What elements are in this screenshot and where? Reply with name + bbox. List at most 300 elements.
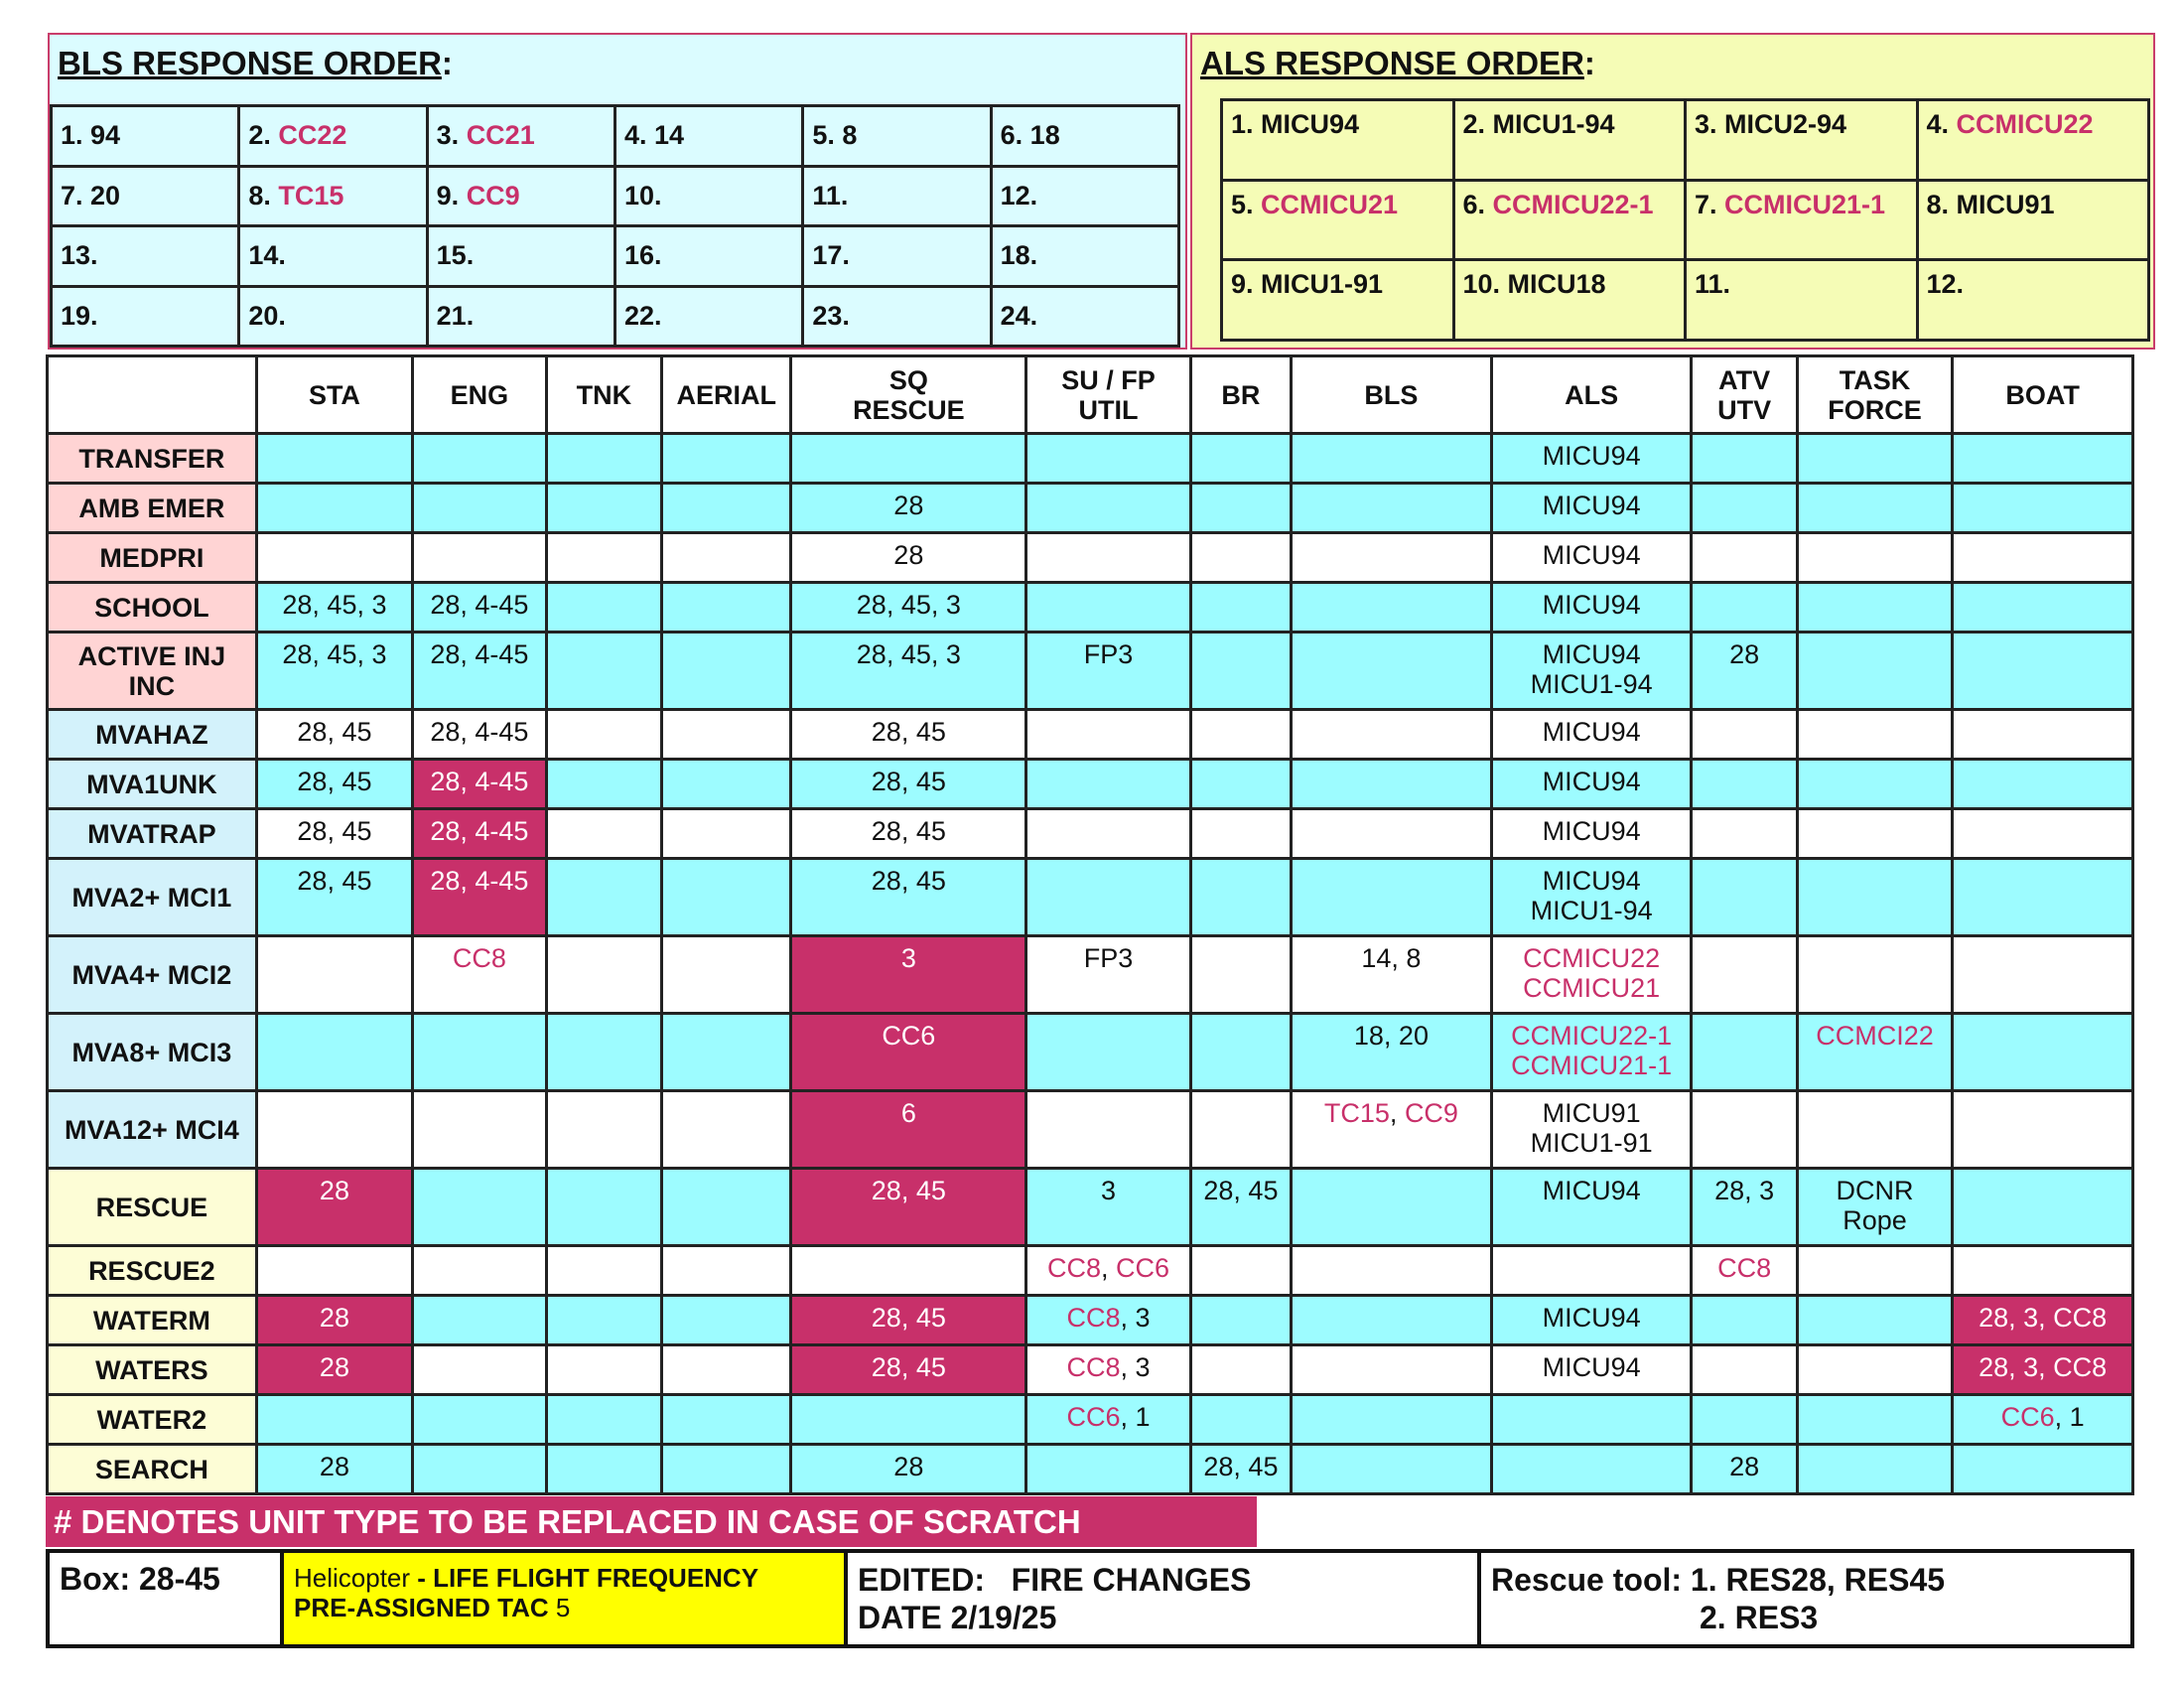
- unit-text: 28: [893, 540, 924, 570]
- unit-text: 28: [893, 1452, 924, 1481]
- bls-slot-unit: 18: [1029, 120, 1060, 151]
- assignment-line: [792, 943, 1024, 973]
- bls-slot-number: 21.: [436, 300, 475, 331]
- assignment-cell: [1953, 1445, 2133, 1494]
- assignment-cell: [791, 760, 1026, 809]
- assignment-cell: [256, 1246, 413, 1296]
- column-header: [48, 356, 257, 434]
- date-line: DATE 2/19/25: [858, 1600, 1057, 1635]
- assignment-cell: [1292, 633, 1492, 710]
- call-type-label: [48, 710, 257, 760]
- call-type-label-text: INC: [128, 670, 176, 701]
- assignment-cell: [546, 533, 661, 583]
- unit-text: MICU94: [1542, 639, 1641, 669]
- assignment-cell: [546, 760, 661, 809]
- call-type-label: [48, 434, 257, 484]
- assignment-cell: [791, 633, 1026, 710]
- assignment-cell: [791, 1246, 1026, 1296]
- assignment-cell: [413, 1395, 546, 1445]
- bls-slot-unit: TC15: [278, 180, 344, 211]
- assignment-cell: [1026, 583, 1191, 633]
- column-header-label: SQ: [888, 364, 928, 395]
- bls-slot-number: 16.: [623, 240, 662, 271]
- unit-highlight: CC6: [2000, 1402, 2055, 1432]
- call-type-label-text: MVA8+ MCI3: [71, 1037, 232, 1067]
- unit-text: 28, 45: [871, 1352, 946, 1382]
- assignment-cell: [413, 633, 546, 710]
- bls-slot-unit: 14: [654, 120, 685, 151]
- assignment-cell: [1190, 434, 1291, 484]
- edited-line: EDITED: FIRE CHANGES: [858, 1562, 1252, 1598]
- als-slot-number: 3.: [1695, 109, 1725, 139]
- unit-text: MICU94: [1542, 590, 1641, 620]
- column-header: [413, 356, 546, 434]
- als-row: [1222, 180, 2149, 260]
- assignment-cell: [1190, 760, 1291, 809]
- assignment-cell: [1026, 533, 1191, 583]
- als-slot-number: 5.: [1231, 189, 1262, 219]
- assignment-cell: [1190, 1169, 1291, 1246]
- assignment-cell: [791, 1169, 1026, 1246]
- assignment-cell: [1692, 936, 1797, 1014]
- als-slot: [1917, 100, 2149, 181]
- call-type-row: [48, 583, 2133, 633]
- assignment-line: [1799, 1205, 1952, 1235]
- bls-slot-number: 13.: [61, 240, 98, 271]
- unit-highlight: CCMICU21: [1523, 973, 1661, 1003]
- assignment-line: [414, 717, 544, 747]
- unit-text: MICU94: [1542, 491, 1641, 520]
- bls-slot-number: 17.: [812, 240, 850, 271]
- assignment-line: [792, 1452, 1024, 1481]
- assignment-cell: [1491, 1091, 1692, 1169]
- assignment-cell: [1292, 809, 1492, 859]
- als-slot-number: 6.: [1462, 189, 1493, 219]
- assignment-cell: [791, 1014, 1026, 1091]
- unit-highlight: CC6: [1116, 1253, 1170, 1283]
- als-slot-unit: MICU1-94: [1492, 109, 1615, 139]
- assignment-cell: [1797, 1014, 1953, 1091]
- assignment-cell: [1292, 936, 1492, 1014]
- assignment-line: [1027, 639, 1189, 669]
- als-slot-unit: MICU18: [1507, 269, 1606, 300]
- assignment-cell: [1026, 1014, 1191, 1091]
- assignment-cell: [1692, 1014, 1797, 1091]
- assignment-cell: [1797, 936, 1953, 1014]
- rescue-tool-line-2: 2. RES3: [1700, 1600, 1819, 1635]
- unit-text: MICU94: [1542, 1303, 1641, 1333]
- bls-slot: [239, 286, 427, 347]
- assignment-cell: [1190, 809, 1291, 859]
- bls-slot-number: 3.: [436, 120, 467, 151]
- assignment-line: [1192, 1452, 1290, 1481]
- assignment-cell: [1026, 936, 1191, 1014]
- assignment-cell: [1692, 1091, 1797, 1169]
- assignment-cell: [413, 583, 546, 633]
- unit-highlight: CC9: [1404, 1098, 1458, 1128]
- column-header-label: BLS: [1364, 379, 1419, 410]
- assignment-cell: [1292, 533, 1492, 583]
- call-type-row: [48, 1091, 2133, 1169]
- column-header: [1953, 356, 2133, 434]
- assignment-line: [1693, 1253, 1795, 1283]
- als-slot: [1222, 260, 1454, 341]
- assignment-cell: [1292, 1345, 1492, 1395]
- assignment-cell: [256, 484, 413, 533]
- helicopter-label: Helicopter: [294, 1563, 411, 1593]
- assignment-line: [792, 1098, 1024, 1128]
- unit-text: 28, 45, 3: [282, 639, 387, 669]
- assignment-line: [1693, 1176, 1795, 1205]
- call-type-label-text: MVA1UNK: [86, 769, 217, 799]
- assignment-cell: [791, 710, 1026, 760]
- assignment-cell: [1190, 1014, 1291, 1091]
- unit-text: 28, 45: [297, 767, 372, 796]
- bls-slot: [614, 106, 802, 167]
- scratch-banner: # DENOTES UNIT TYPE TO BE REPLACED IN CASE OF SCRATCH: [46, 1496, 1257, 1547]
- assignment-cell: [413, 760, 546, 809]
- assignment-cell: [546, 434, 661, 484]
- assignment-cell: [1953, 633, 2133, 710]
- call-type-label: [48, 936, 257, 1014]
- assignment-cell: [546, 859, 661, 936]
- bls-slot: [427, 286, 614, 347]
- assignment-cell: [791, 583, 1026, 633]
- assignment-cell: [1292, 434, 1492, 484]
- assignment-line: [1493, 1303, 1691, 1333]
- assignment-line: [414, 816, 544, 846]
- assignment-cell: [662, 583, 791, 633]
- assignment-cell: [1692, 1169, 1797, 1246]
- assignment-cell: [1953, 936, 2133, 1014]
- assignment-cell: [256, 434, 413, 484]
- assignment-cell: [1953, 859, 2133, 936]
- unit-highlight: CC6: [1066, 1402, 1121, 1432]
- call-type-label-text: ACTIVE INJ: [77, 640, 226, 671]
- assignment-cell: [1953, 484, 2133, 533]
- assignment-cell: [1491, 1395, 1692, 1445]
- bls-slot: [239, 166, 427, 226]
- unit-text: 28, 4-45: [430, 590, 529, 620]
- column-header-label: ALS: [1565, 379, 1619, 410]
- assignment-line: [1027, 1303, 1189, 1333]
- assignment-cell: [791, 1296, 1026, 1345]
- assignment-cell: [791, 1091, 1026, 1169]
- assignment-cell: [256, 533, 413, 583]
- assignment-line: [1027, 1402, 1189, 1432]
- assignment-line: [1493, 943, 1691, 973]
- assignment-line: [258, 866, 412, 896]
- assignment-cell: [791, 533, 1026, 583]
- call-type-row: [48, 484, 2133, 533]
- unit-text: 28, 45, 3: [856, 639, 961, 669]
- unit-text: 28, 45: [871, 1176, 946, 1205]
- assignment-cell: [662, 1296, 791, 1345]
- bls-slot: [52, 226, 239, 287]
- call-type-label-text: AMB EMER: [78, 492, 225, 523]
- assignment-cell: [1953, 710, 2133, 760]
- rescue-tool-line-1: Rescue tool: 1. RES28, RES45: [1491, 1562, 1946, 1598]
- bls-slot-number: 11.: [812, 180, 849, 211]
- call-type-row: [48, 1345, 2133, 1395]
- assignment-line: [1954, 1352, 2131, 1382]
- assignment-cell: [1953, 1395, 2133, 1445]
- als-slot-number: 8.: [1926, 189, 1957, 219]
- als-title: ALS RESPONSE ORDER:: [1200, 45, 1595, 81]
- unit-text: 28, 45: [297, 866, 372, 896]
- assignment-line: [414, 639, 544, 669]
- bls-slot-unit: 8: [842, 120, 858, 151]
- bls-slot-number: 19.: [61, 300, 98, 331]
- tac-label: PRE-ASSIGNED TAC: [294, 1593, 556, 1622]
- unit-text: 28, 3, CC8: [1979, 1303, 2108, 1333]
- assignment-line: [258, 767, 412, 796]
- bls-slot-number: 24.: [1000, 300, 1038, 331]
- assignment-cell: [1491, 760, 1692, 809]
- assignment-line: [792, 590, 1024, 620]
- bls-slot: [991, 286, 1178, 347]
- assignment-cell: [1797, 434, 1953, 484]
- bls-slot-number: 8.: [248, 180, 279, 211]
- assignment-cell: [1292, 484, 1492, 533]
- assignment-line: [792, 767, 1024, 796]
- assignment-cell: [413, 710, 546, 760]
- bls-slot: [239, 226, 427, 287]
- call-type-row: [48, 434, 2133, 484]
- assignment-cell: [1692, 1345, 1797, 1395]
- bls-slot-number: 4.: [623, 120, 655, 151]
- assignment-line: [1493, 973, 1691, 1003]
- call-type-label-text: TRANSFER: [78, 443, 225, 474]
- assignment-cell: [791, 809, 1026, 859]
- call-type-label-text: RESCUE: [95, 1192, 208, 1222]
- call-type-label: [48, 583, 257, 633]
- call-type-label: [48, 760, 257, 809]
- als-slot: [1453, 180, 1686, 260]
- assignment-cell: [256, 633, 413, 710]
- assignment-cell: [1190, 583, 1291, 633]
- call-type-label-text: MVA2+ MCI1: [71, 882, 232, 913]
- column-header: [662, 356, 791, 434]
- column-header-label: RESCUE: [853, 394, 965, 425]
- unit-text: 28, 3, CC8: [1979, 1352, 2108, 1382]
- call-type-label: [48, 1395, 257, 1445]
- assignment-cell: [1026, 1445, 1191, 1494]
- assignment-cell: [1026, 710, 1191, 760]
- als-slot-number: 11.: [1695, 269, 1731, 300]
- assignment-cell: [791, 1345, 1026, 1395]
- bls-response-order-panel: [48, 33, 1187, 350]
- assignment-cell: [1953, 434, 2133, 484]
- column-header: [1292, 356, 1492, 434]
- column-header-label: UTIL: [1078, 394, 1139, 425]
- assignment-cell: [1692, 859, 1797, 936]
- unit-highlight: CCMICU22-1: [1511, 1021, 1673, 1051]
- assignment-cell: [1026, 1296, 1191, 1345]
- assignment-cell: [1797, 633, 1953, 710]
- assignment-cell: [1190, 1395, 1291, 1445]
- assignment-cell: [1026, 434, 1191, 484]
- bls-slot-number: 20.: [248, 300, 286, 331]
- assignment-cell: [1692, 533, 1797, 583]
- assignment-line: [792, 1176, 1024, 1205]
- assignment-cell: [413, 936, 546, 1014]
- bls-row: [52, 286, 1179, 347]
- call-type-label: [48, 1246, 257, 1296]
- unit-text: , 3: [1120, 1303, 1151, 1333]
- assignment-cell: [662, 633, 791, 710]
- assignment-cell: [1692, 1395, 1797, 1445]
- als-slot: [1686, 180, 1918, 260]
- unit-text: 28: [319, 1452, 349, 1481]
- assignment-cell: [1292, 859, 1492, 936]
- bls-slot: [614, 226, 802, 287]
- call-type-row: [48, 1395, 2133, 1445]
- unit-text: 28, 45: [871, 767, 946, 796]
- bls-slot-unit: 94: [90, 120, 121, 151]
- assignment-cell: [1026, 1345, 1191, 1395]
- assignment-line: [1493, 1352, 1691, 1382]
- call-type-label-text: WATER2: [96, 1404, 207, 1435]
- call-type-row: [48, 859, 2133, 936]
- assignment-cell: [546, 1246, 661, 1296]
- bls-slot-unit: 20: [90, 180, 121, 211]
- assignment-line: [1493, 717, 1691, 747]
- assignment-cell: [1797, 1395, 1953, 1445]
- assignment-cell: [256, 1169, 413, 1246]
- unit-text: 28, 4-45: [430, 767, 529, 796]
- assignment-cell: [1026, 809, 1191, 859]
- unit-text: , 1: [2054, 1402, 2085, 1432]
- assignment-cell: [413, 1445, 546, 1494]
- assignment-cell: [546, 1296, 661, 1345]
- call-type-label: [48, 859, 257, 936]
- assignment-cell: [413, 1345, 546, 1395]
- assignment-cell: [662, 936, 791, 1014]
- column-header-label: TNK: [576, 379, 632, 410]
- assignment-line: [1293, 1021, 1490, 1051]
- assignment-cell: [1692, 710, 1797, 760]
- als-slot-unit: CCMICU22-1: [1492, 189, 1654, 219]
- unit-text: 28, 45: [871, 866, 946, 896]
- assignment-cell: [662, 1169, 791, 1246]
- assignment-line: [1954, 1402, 2131, 1432]
- assignment-cell: [1491, 484, 1692, 533]
- assignment-cell: [1491, 1246, 1692, 1296]
- assignment-cell: [1026, 760, 1191, 809]
- column-header-label: AERIAL: [676, 379, 776, 410]
- assignment-cell: [1797, 1246, 1953, 1296]
- als-slot-unit: CCMICU22: [1956, 109, 2094, 139]
- assignment-line: [258, 1452, 412, 1481]
- als-slot-number: 12.: [1926, 269, 1965, 300]
- assignment-line: [1493, 1098, 1691, 1128]
- edited-info: [848, 1553, 1481, 1644]
- bls-title: BLS RESPONSE ORDER:: [58, 45, 453, 81]
- assignment-cell: [546, 1395, 661, 1445]
- unit-text: 28, 4-45: [430, 717, 529, 747]
- assignment-cell: [1491, 633, 1692, 710]
- assignment-cell: [1953, 1296, 2133, 1345]
- assignment-cell: [1491, 1296, 1692, 1345]
- unit-text: 28, 45, 3: [282, 590, 387, 620]
- assignment-line: [792, 866, 1024, 896]
- assignment-cell: [1292, 1395, 1492, 1445]
- assignment-cell: [662, 809, 791, 859]
- call-type-label: [48, 633, 257, 710]
- assignment-cell: [1953, 1091, 2133, 1169]
- assignment-cell: [1026, 1246, 1191, 1296]
- assignment-cell: [1692, 484, 1797, 533]
- call-type-label: [48, 1445, 257, 1494]
- assignment-cell: [1797, 710, 1953, 760]
- assignment-cell: [413, 1014, 546, 1091]
- unit-highlight: CCMCI22: [1816, 1021, 1934, 1051]
- bls-slot-unit: CC22: [278, 120, 347, 151]
- assignment-cell: [1953, 583, 2133, 633]
- bls-row: [52, 226, 1179, 287]
- assignment-line: [258, 816, 412, 846]
- assignment-cell: [1190, 1345, 1291, 1395]
- assignment-cell: [662, 1091, 791, 1169]
- unit-text: 28, 4-45: [430, 816, 529, 846]
- unit-text: FP3: [1083, 639, 1134, 669]
- assignment-line: [1493, 767, 1691, 796]
- assignment-cell: [1797, 533, 1953, 583]
- box-label: Box: 28-45: [50, 1553, 284, 1644]
- assignment-cell: [791, 434, 1026, 484]
- unit-highlight: CC8: [1066, 1303, 1121, 1333]
- assignment-cell: [1797, 809, 1953, 859]
- assignment-cell: [1292, 583, 1492, 633]
- assignment-cell: [662, 1445, 791, 1494]
- unit-text: , 1: [1120, 1402, 1151, 1432]
- assignment-cell: [256, 1445, 413, 1494]
- assignment-line: [258, 1303, 412, 1333]
- unit-text: 28, 45, 3: [856, 590, 961, 620]
- column-header-label: BOAT: [2005, 379, 2080, 410]
- assignment-cell: [413, 809, 546, 859]
- assignment-cell: [1491, 1445, 1692, 1494]
- assignment-cell: [1491, 1345, 1692, 1395]
- assignment-cell: [1953, 1169, 2133, 1246]
- assignment-line: [1493, 491, 1691, 520]
- assignment-cell: [546, 1014, 661, 1091]
- call-type-label-text: MVA4+ MCI2: [71, 959, 232, 990]
- assignment-line: [258, 590, 412, 620]
- column-header-label: STA: [308, 379, 360, 410]
- assignment-cell: [1491, 434, 1692, 484]
- column-header-label: FORCE: [1828, 394, 1922, 425]
- assignment-line: [1493, 896, 1691, 925]
- assignment-cell: [1190, 533, 1291, 583]
- assignment-cell: [662, 1246, 791, 1296]
- assignment-cell: [1292, 1014, 1492, 1091]
- assignment-cell: [413, 1296, 546, 1345]
- als-order-grid: [1220, 98, 2150, 342]
- unit-text: 28: [1729, 639, 1760, 669]
- column-header-label: SU / FP: [1061, 364, 1156, 395]
- assignment-line: [258, 1352, 412, 1382]
- call-type-label-text: SEARCH: [94, 1454, 208, 1484]
- unit-text: 28, 4-45: [430, 639, 529, 669]
- assignment-cell: [662, 760, 791, 809]
- assignment-cell: [1797, 1091, 1953, 1169]
- assignment-cell: [1292, 1246, 1492, 1296]
- unit-text: , 3: [1120, 1352, 1151, 1382]
- als-row: [1222, 260, 2149, 341]
- bls-slot-number: 10.: [623, 180, 662, 211]
